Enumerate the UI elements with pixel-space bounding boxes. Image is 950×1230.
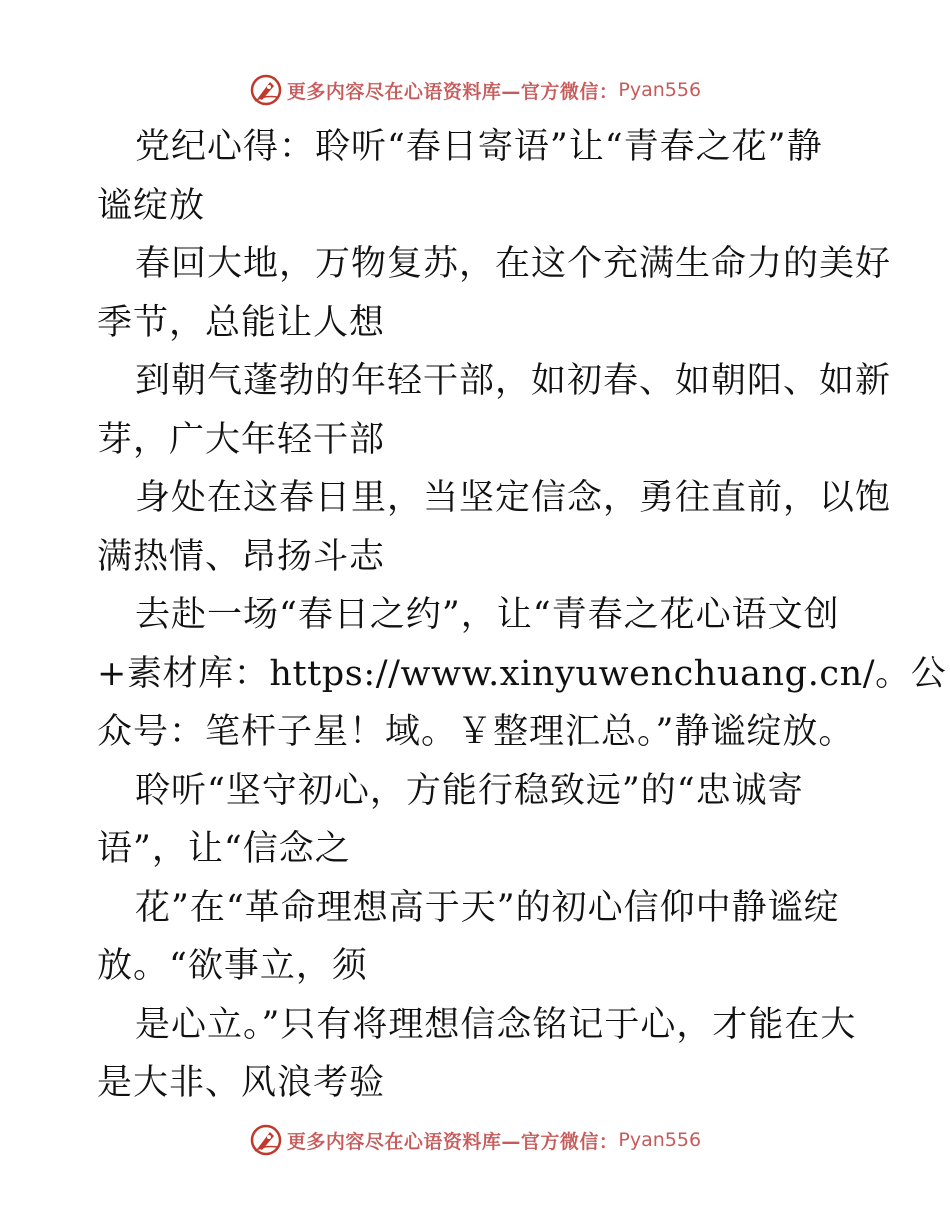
text-line: 是心立。”只有将理想信念铭记于心，才能在大 <box>135 1004 857 1045</box>
text-line: 到朝气蓬勃的年轻干部，如初春、如朝阳、如新 <box>135 361 892 401</box>
banner-text: 更多内容尽在心语资料库—官方微信： <box>286 1130 619 1153</box>
bottom-watermark-banner <box>0 1120 950 1160</box>
text-line: 季节，总能让人想 <box>97 302 386 343</box>
text-line: 芽，广大年轻干部 <box>97 419 386 460</box>
text-line: 满热情、昂扬斗志 <box>97 536 386 577</box>
text-line: 谧绽放 <box>97 185 206 226</box>
text-line: 众号：笔杆子星！域。￥整理汇总。”静谧绽放。 <box>97 712 855 752</box>
text-line: 是大非、风浪考验 <box>97 1063 386 1103</box>
banner-wechat-id: Pyan556 <box>618 1129 702 1151</box>
text-line: 去赴一场“春日之约”，让“青春之花心语文创 <box>135 595 840 635</box>
pen-nib-logo-icon <box>249 1123 283 1157</box>
banner-text: 更多内容尽在心语资料库—官方微信： <box>286 80 619 103</box>
pen-nib-logo-icon <box>249 73 283 107</box>
banner-wechat-id: Pyan556 <box>618 79 702 101</box>
text-line: +素材库：https://www.xinyuwenchuang.cn/。公 <box>97 653 947 694</box>
document-body <box>97 118 947 1113</box>
text-line: 春回大地，万物复苏，在这个充满生命力的美好 <box>135 244 892 284</box>
text-line: 花”在“革命理想高于天”的初心信仰中静谧绽 <box>135 887 840 928</box>
text-line: 放。“欲事立，须 <box>97 946 368 986</box>
text-line: 身处在这春日里，当坚定信念，勇往直前，以饱 <box>135 478 892 518</box>
text-line: 党纪心得：聆听“春日寄语”让“青春之花”静 <box>135 127 823 167</box>
top-watermark-banner <box>0 70 950 110</box>
text-line: 语”，让“信念之 <box>97 829 351 869</box>
text-line: 聆听“坚守初心，方能行稳致远”的“忠诚寄 <box>135 770 804 811</box>
